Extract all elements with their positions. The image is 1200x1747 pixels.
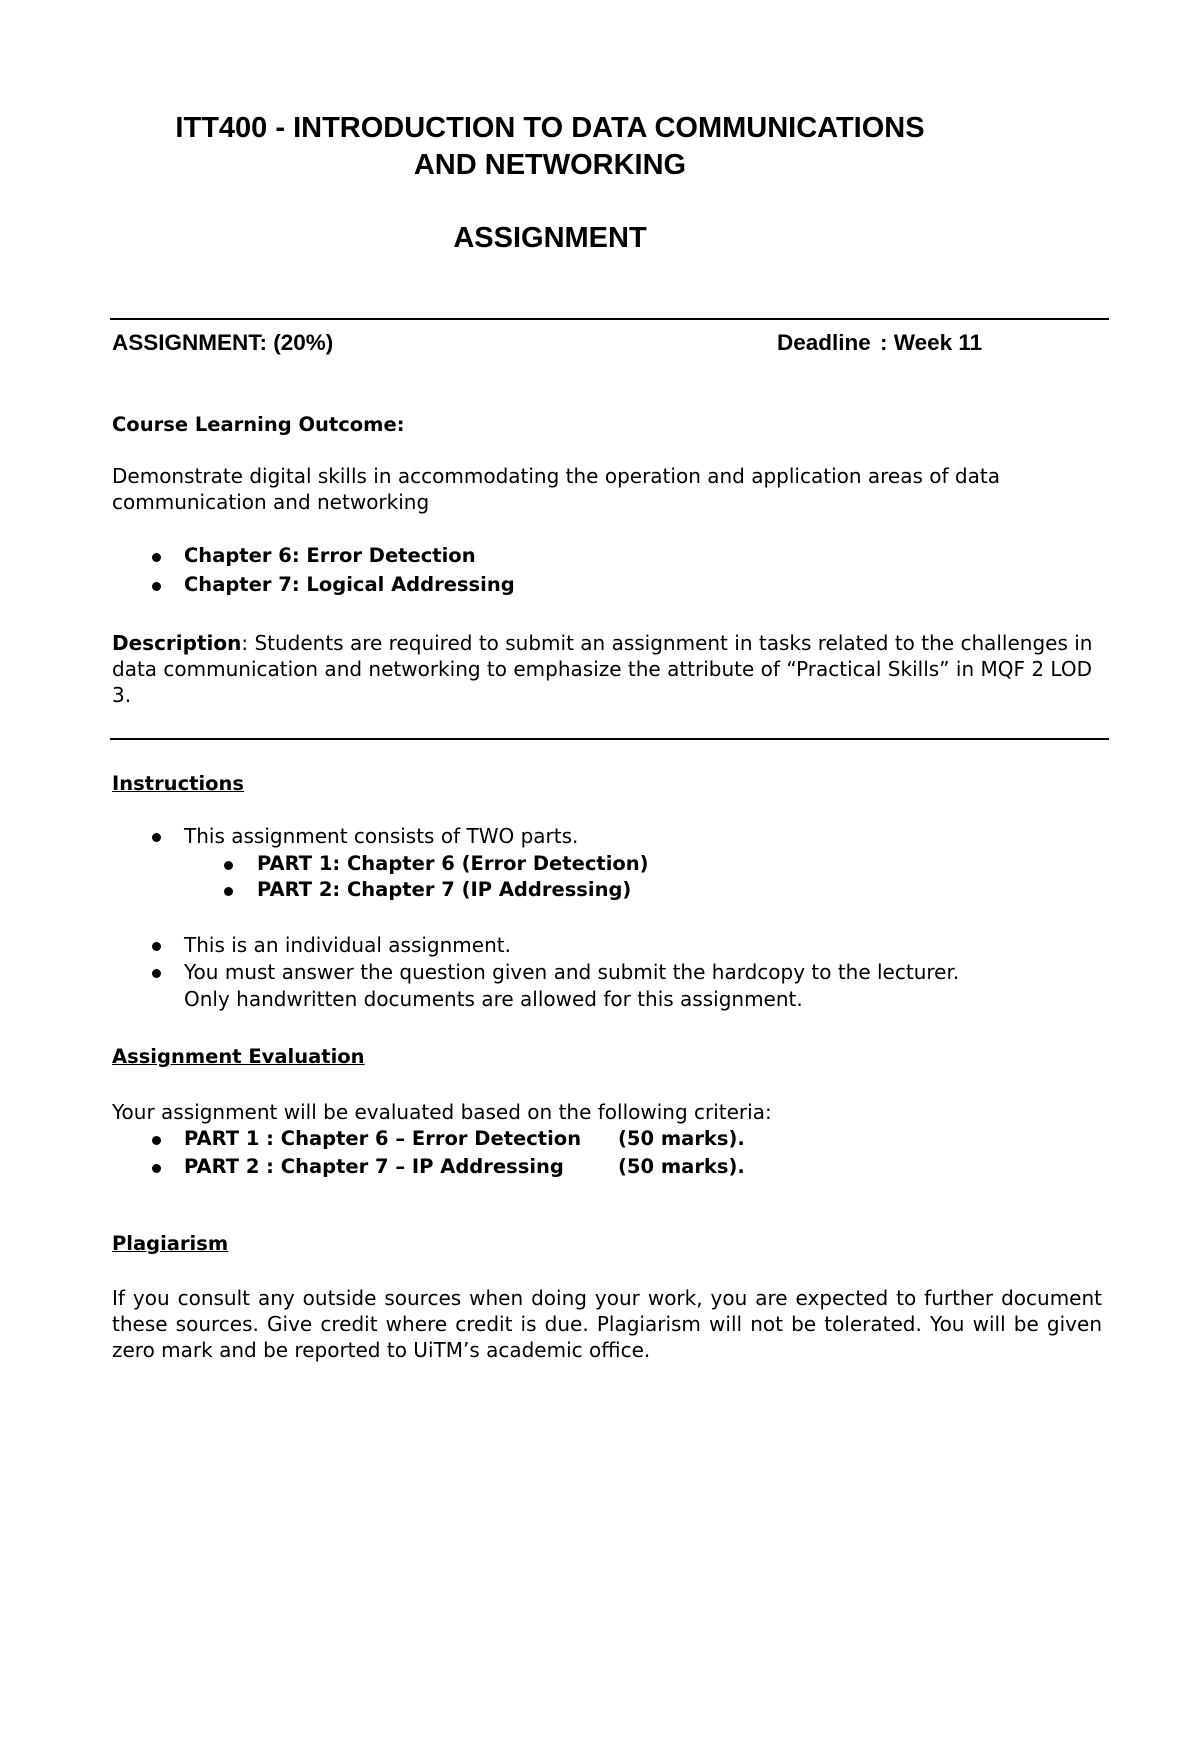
evaluation-intro: Your assignment will be evaluated based on the following criteria: [112, 1100, 772, 1124]
bullet-icon [152, 553, 161, 562]
clo-heading: Course Learning Outcome: [112, 413, 405, 436]
instructions-heading: Instructions [112, 772, 245, 795]
bullet-icon [152, 942, 161, 951]
course-title-line2: AND NETWORKING [413, 149, 687, 181]
instruction-item-3-line2: Only handwritten documents are allowed for this assignment. [184, 987, 803, 1011]
criteria-part-1: PART 1 : Chapter 6 – Error Detection [184, 1127, 582, 1150]
plagiarism-text: If you consult any outside sources when doing your work, you are expected to further document these sources. Give credit where credit is due. Plagiarism will not be tolerated. You will be given zero mark and be reported to UiTM’s academic office. [112, 1286, 1102, 1362]
deadline-value: : Week 11 [880, 330, 983, 355]
criteria-part-2: PART 2 : Chapter 7 – IP Addressing [184, 1155, 564, 1178]
clo-text: Demonstrate digital skills in accommodating the operation and application areas of data communication and networking [112, 464, 1000, 514]
description-paragraph [112, 630, 1107, 708]
assignment-weight: ASSIGNMENT: (20%) [112, 330, 334, 355]
middle-divider [110, 738, 1109, 740]
bullet-icon [152, 833, 161, 842]
instruction-part-1: PART 1: Chapter 6 (Error Detection) [257, 852, 649, 875]
document-subtitle: ASSIGNMENT [453, 222, 647, 254]
instruction-item-3-line1: You must answer the question given and submit the hardcopy to the lecturer. [184, 960, 960, 984]
instruction-item-2: This is an individual assignment. [184, 933, 511, 957]
course-title-line1: ITT400 - INTRODUCTION TO DATA COMMUNICATIONS [175, 112, 925, 144]
bullet-icon [224, 861, 233, 870]
plagiarism-heading: Plagiarism [112, 1232, 229, 1255]
top-divider [110, 318, 1109, 320]
bullet-icon [152, 1136, 161, 1145]
instruction-part-2: PART 2: Chapter 7 (IP Addressing) [257, 878, 632, 901]
instruction-item-1: This assignment consists of TWO parts. [184, 824, 579, 848]
bullet-icon [224, 887, 233, 896]
clo-chapter-2: Chapter 7: Logical Addressing [184, 573, 515, 596]
bullet-icon [152, 1164, 161, 1173]
bullet-icon [152, 582, 161, 591]
clo-chapter-1: Chapter 6: Error Detection [184, 544, 476, 567]
deadline-label: Deadline [777, 330, 871, 355]
evaluation-heading: Assignment Evaluation [112, 1045, 365, 1068]
description-label: Description [112, 631, 242, 655]
bullet-icon [152, 969, 161, 978]
description-text: : Students are required to submit an assignment in tasks related to the challenges in data communication and networking to emphasize the attribute of “Practical Skills” in MQF 2 LOD 3. [112, 631, 1093, 707]
criteria-marks-2: (50 marks). [618, 1155, 745, 1178]
criteria-marks-1: (50 marks). [618, 1127, 745, 1150]
